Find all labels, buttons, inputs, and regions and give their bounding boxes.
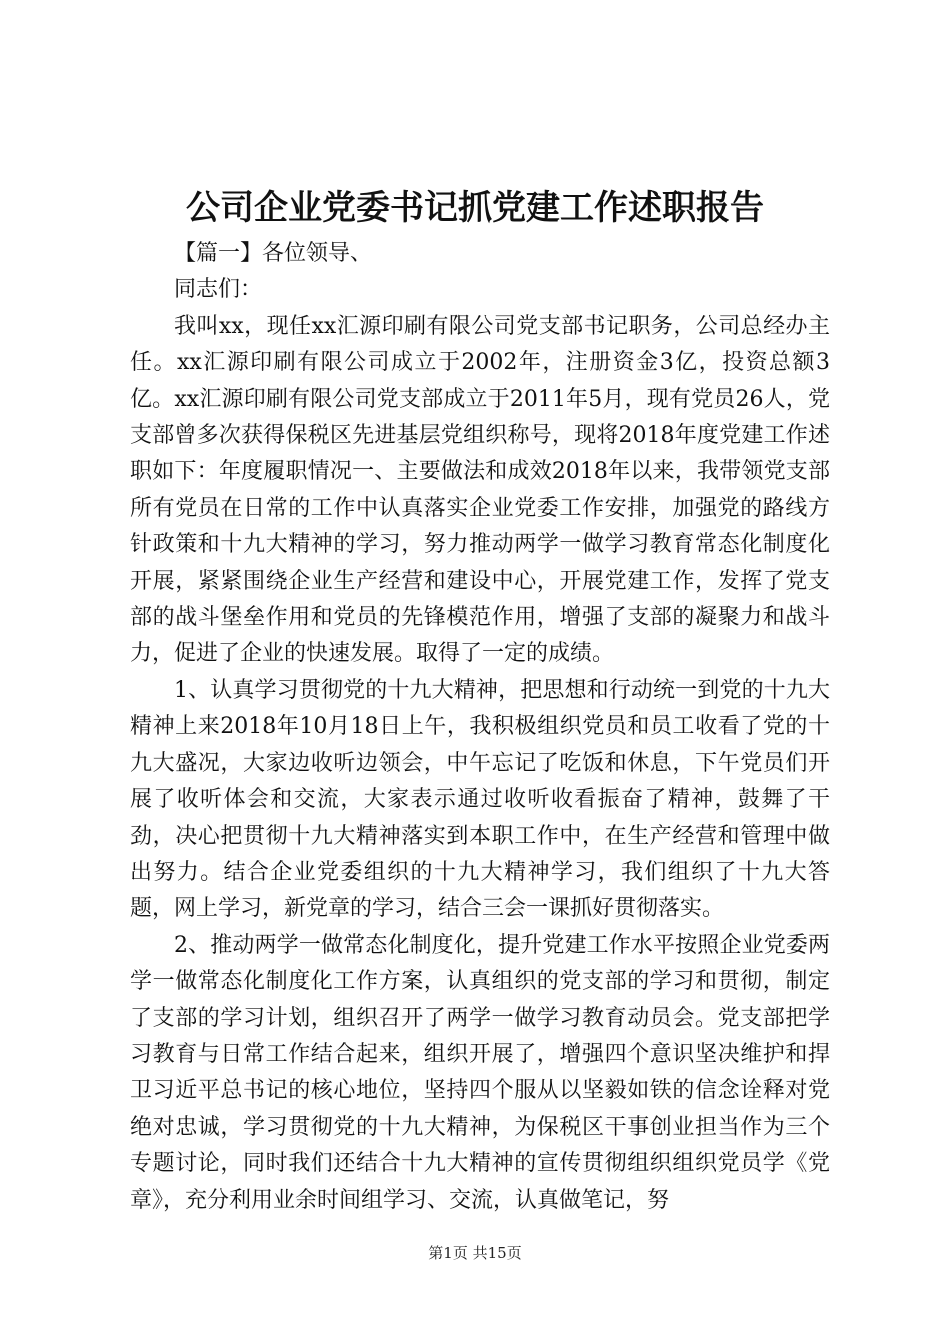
document-body [130, 236, 830, 1219]
salutation: 同志们： [174, 277, 263, 303]
paragraph-3: 2、推动两学一做常态化制度化，提升党建工作水平按照企业党委两学一做常态化制度化工作方案，认真组织的党支部的学习和贯彻，制定了支部的学习计划，组织召开了两学一做学习教育动员会。党支部把学习教育与日常工作结合起来，组织开展了，增强四个意识坚决维护和捍卫习近平总书记的核心地位，坚持四个服从以坚毅如铁的信念诠释对党绝对忠诚，学习贯彻党的十九大精神，为保税区干事创业担当作为三个专题讨论，同时我们还结合十九大精神的宣传贯彻组织组织党员学《党章》，充分利用业余时间组学习、交流，认真做笔记，努 [130, 932, 830, 1213]
paragraph-2: 1、认真学习贯彻党的十九大精神，把思想和行动统一到党的十九大精神上来2018年10月18日上午，我积极组织党员和员工收看了党的十九大盛况，大家边收听边领会，中午忘记了吃饭和休息，下午党员们开展了收听体会和交流，大家表示通过收听收看振奋了精神，鼓舞了干劲，决心把贯彻十九大精神落实到本职工作中，在生产经营和管理中做出努力。结合企业党委组织的十九大精神学习，我们组织了十九大答题，网上学习，新党章的学习，结合三会一课抓好贯彻落实。 [130, 677, 830, 922]
document-title: 公司企业党委书记抓党建工作述职报告 [186, 188, 764, 228]
paragraph-1: 我叫xx，现任xx汇源印刷有限公司党支部书记职务，公司总经办主任。xx汇源印刷有限公司成立于2002年，注册资金3亿，投资总额3亿。xx汇源印刷有限公司党支部成立于2011年5月，现有党员26人，党支部曾多次获得保税区先进基层党组织称号，现将2018年度党建工作述职如下：年度履职情况一、主要做法和成效2018年以来，我带领党支部所有党员在日常的工作中认真落实企业党委工作安排，加强党的路线方针政策和十九大精神的学习，努力推动两学一做学习教育常态化制度化开展，紧紧围绕企业生产经营和建设中心，开展党建工作，发挥了党支部的战斗堡垒作用和党员的先锋模范作用，增强了支部的凝聚力和战斗力，促进了企业的快速发展。取得了一定的成绩。 [130, 313, 830, 667]
heading-line: 【篇一】各位领导、 [174, 241, 373, 266]
page-number-footer: 第1页 共15页 [428, 1244, 522, 1262]
